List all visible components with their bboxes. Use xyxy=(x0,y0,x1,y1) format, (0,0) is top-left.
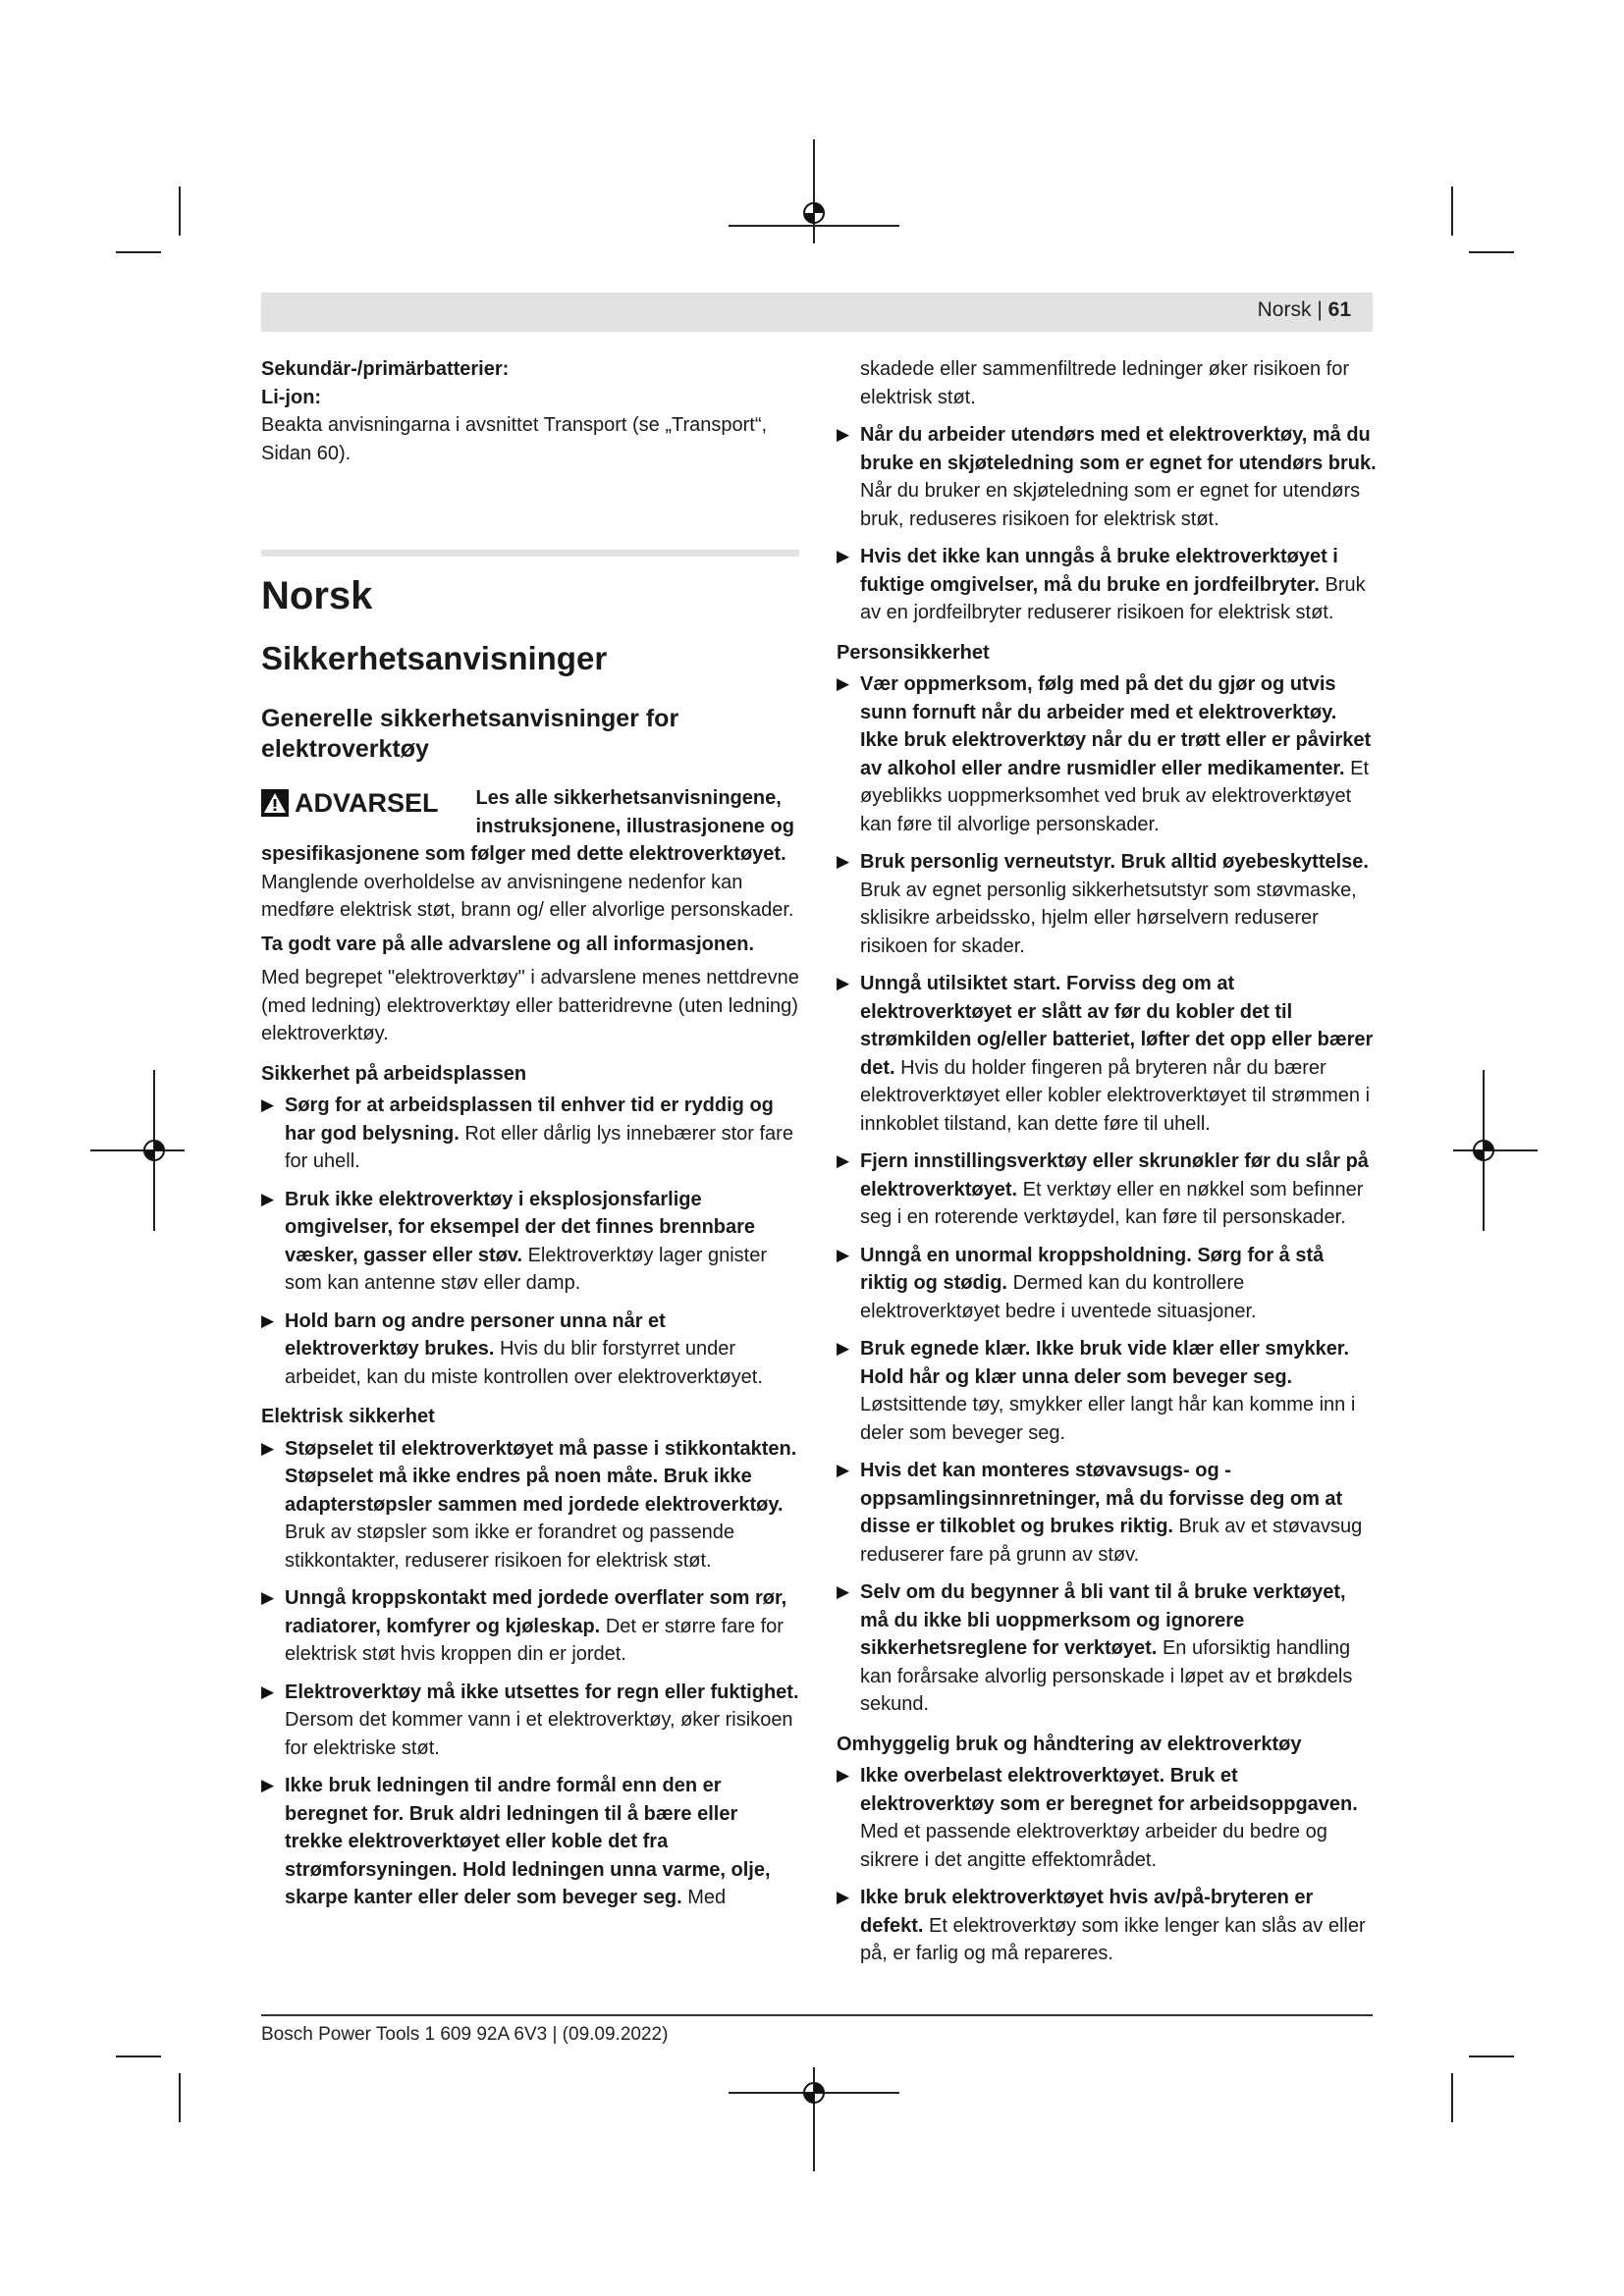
intro-text: Beakta anvisningarna i avsnittet Transport (se „Transport“, Sidan 60). xyxy=(261,414,768,464)
list-item: ▶ Bruk personlig verneutstyr. Bruk alltid øyebeskyttelse. Bruk av egnet personlig sikkerhetsutstyr som støvmaske, sklisikre arbeidssko, hjelm eller hørselvern reduserer risikoen for skader. xyxy=(837,848,1377,960)
list-item: ▶ Sørg for at arbeidsplassen til enhver tid er ryddig og har god belysning. Rot eller dårlig lys innebærer stor fare for uhell. xyxy=(261,1092,799,1176)
list-item: ▶ Hold barn og andre personer unna når et elektroverktøy brukes. Hvis du blir forstyrret under arbeidet, kan du miste kontrollen over elektroverktøyet. xyxy=(261,1308,799,1392)
subsection-electrical: Elektrisk sikkerhet xyxy=(261,1406,435,1427)
registration-target-icon xyxy=(1471,1138,1496,1163)
bullet-arrow-icon: ▶ xyxy=(261,1588,275,1607)
registration-target-icon xyxy=(141,1138,167,1163)
list-item: ▶ Fjern innstillingsverktøy eller skrunøkler før du slår på elektroverktøyet. Et verktøy eller en nøkkel som befinner seg i en roterende verktøydel, kan føre til personskader. xyxy=(837,1148,1377,1232)
crop-mark xyxy=(1451,2073,1453,2122)
subsection-tool-handling: Omhyggelig bruk og håndtering av elektroverktøy xyxy=(837,1733,1302,1755)
subsection-personal-safety: Personsikkerhet xyxy=(837,641,990,664)
bullet-arrow-icon: ▶ xyxy=(261,1776,275,1794)
left-column xyxy=(261,355,799,1922)
bullet-arrow-icon: ▶ xyxy=(837,974,850,992)
intro-subheading: Sekundär-/primärbatterier: xyxy=(261,358,510,380)
bullet-arrow-icon: ▶ xyxy=(261,1189,275,1208)
list-item: ▶ Når du arbeider utendørs med et elektroverktøy, må du bruke en skjøteledning som er egnet for utendørs bruk. Når du bruker en skjøteledning som er egnet for utendørs bruk, reduseres risikoen for elektrisk støt. xyxy=(837,421,1377,533)
warning-label-text: ADVARSEL xyxy=(295,788,439,818)
page-number: 61 xyxy=(1327,298,1351,321)
list-item: ▶ Ikke bruk ledningen til andre formål enn den er beregnet for. Bruk aldri ledningen til å bære eller trekke elektroverktøyet eller koble det fra strømforsyningen. Hold ledningen unna varme, olje, skarpe kanter eller deler som beveger seg. Med xyxy=(261,1772,799,1912)
bullet-arrow-icon: ▶ xyxy=(837,674,850,693)
bullet-arrow-icon: ▶ xyxy=(837,425,850,444)
list-item: ▶ Bruk ikke elektroverktøy i eksplosjonsfarlige omgivelser, for eksempel der det finnes brennbare væsker, gasser eller støv. Elektroverktøy lager gnister som kan antenne støv eller damp. xyxy=(261,1186,799,1298)
bullet-arrow-icon: ▶ xyxy=(261,1438,275,1458)
page-footer: Bosch Power Tools 1 609 92A 6V3 | (09.09.2022) xyxy=(261,2024,669,2045)
continuation-text: skadede eller sammenfiltrede ledninger øker risikoen for elektrisk støt. xyxy=(860,358,1350,408)
warning-triangle-icon xyxy=(261,789,289,817)
bullet-arrow-icon: ▶ xyxy=(837,547,850,565)
list-item: ▶ Bruk egnede klær. Ikke bruk vide klær eller smykker. Hold hår og klær unna deler som beveger seg. Løstsittende tøy, smykker eller langt hår kan komme inn i deler som beveger seg. xyxy=(837,1335,1377,1447)
bullet-arrow-icon: ▶ xyxy=(837,1151,850,1170)
list-item: ▶ Støpselet til elektroverktøyet må passe i stikkontakten. Støpselet må ikke endres på noen måte. Bruk ikke adapterstøpsler sammen med jordede elektroverktøy. Bruk av støpsler som ikke er forandret og passende stikkontakter, reduserer risikoen for elektrisk støt. xyxy=(261,1435,799,1575)
footer-rule xyxy=(261,2014,1373,2016)
header-separator: | xyxy=(1317,298,1323,321)
registration-line xyxy=(813,139,815,243)
personal-safety-list xyxy=(837,670,1377,1719)
electrical-list-continued xyxy=(837,421,1377,627)
warning-block xyxy=(261,784,799,925)
list-item: ▶ Selv om du begynner å bli vant til å bruke verktøyet, må du ikke bli uoppmerksom og ignorere sikkerhetsreglene for verktøyet. En uforsiktig handling kan forårsake alvorlig personskade i løpet av et brøkdels sekund. xyxy=(837,1578,1377,1719)
crop-mark xyxy=(179,187,181,236)
registration-target-icon xyxy=(801,200,827,226)
list-item: ▶ Ikke bruk elektroverktøyet hvis av/på-bryteren er defekt. Et elektroverktøy som ikke lenger kan slås av eller på, er farlig og må repareres. xyxy=(837,1884,1377,1968)
list-item: ▶ Unngå utilsiktet start. Forviss deg om at elektroverktøyet er slått av før du kobler det til strømkilden og/eller batteriet, løfter det opp eller bærer det. Hvis du holder fingeren på bryteren når du bærer elektroverktøyet eller kobler elektroverktøyet til strømmen i innkoblet tilstand, kan dette føre til uhell. xyxy=(837,970,1377,1138)
work-area-list xyxy=(261,1092,799,1391)
warning-label xyxy=(261,786,439,820)
list-item: ▶ Hvis det ikke kan unngås å bruke elektroverktøyet i fuktige omgivelser, må du bruke en jordfeilbryter. Bruk av en jordfeilbryter reduserer risikoen for elektrisk støt. xyxy=(837,543,1377,627)
list-item: ▶ Elektroverktøy må ikke utsettes for regn eller fuktighet. Dersom det kommer vann i et elektroverktøy, øker risikoen for elektriske støt. xyxy=(261,1679,799,1763)
header-section: Norsk xyxy=(1257,298,1312,321)
running-header xyxy=(1258,298,1351,322)
bullet-arrow-icon: ▶ xyxy=(261,1095,275,1114)
section-heading: Generelle sikkerhetsanvisninger for elektroverktøy xyxy=(261,705,679,763)
bullet-arrow-icon: ▶ xyxy=(261,1682,275,1701)
list-item: ▶ Vær oppmerksom, følg med på det du gjør og utvis sunn fornuft når du arbeider med et elektroverktøy. Ikke bruk elektroverktøy når du er trøtt eller er påvirket av alkohol eller andre rusmidler eller medikamenter. Et øyeblikks uoppmerksomhet ved bruk av elektroverktøyet kan føre til alvorlige personskader. xyxy=(837,670,1377,838)
language-heading: Norsk xyxy=(261,574,373,617)
page-header xyxy=(261,293,1373,332)
crop-mark xyxy=(179,2073,181,2122)
list-item: ▶ Unngå kroppskontakt med jordede overflater som rør, radiatorer, komfyrer og kjøleskap. Det er større fare for elektrisk støt hvis kroppen din er jordet. xyxy=(261,1584,799,1669)
crop-mark xyxy=(1469,251,1514,253)
bullet-arrow-icon: ▶ xyxy=(837,1339,850,1358)
bullet-arrow-icon: ▶ xyxy=(837,852,850,871)
definition-text: Med begrepet "elektroverktøy" i advarslene menes nettdrevne (med ledning) elektroverktøy eller batteridrevne (uten ledning) elektroverktøy. xyxy=(261,967,799,1044)
section-divider xyxy=(261,550,799,557)
list-item: ▶ Hvis det kan monteres støvavsugs- og -oppsamlingsinnretninger, må du forvisse deg om at disse er tilkoblet og brukes riktig. Bruk av et støvavsug reduserer fare på grunn av støv. xyxy=(837,1457,1377,1569)
chapter-heading: Sikkerhetsanvisninger xyxy=(261,640,608,676)
bullet-arrow-icon: ▶ xyxy=(837,1888,850,1906)
bullet-arrow-icon: ▶ xyxy=(837,1461,850,1479)
crop-mark xyxy=(1469,2056,1514,2057)
crop-mark xyxy=(116,2056,161,2057)
crop-mark xyxy=(116,251,161,253)
list-item: ▶ Unngå en unormal kroppsholdning. Sørg for å stå riktig og stødig. Dermed kan du kontrollere elektroverktøyet bedre i uventede situasjoner. xyxy=(837,1242,1377,1326)
take-care-text: Ta godt vare på alle advarslene og all informasjonen. xyxy=(261,933,755,955)
warning-text: Manglende overholdelse av anvisningene nedenfor kan medføre elektrisk støt, brann og/ eller alvorlige personskader. xyxy=(261,871,794,921)
bullet-arrow-icon: ▶ xyxy=(837,1245,850,1264)
subsection-work-area: Sikkerhet på arbeidsplassen xyxy=(261,1062,527,1085)
electrical-list xyxy=(261,1435,799,1912)
warning-bold-text: Les alle sikkerhetsanvisningene, instruksjonene, illustrasjonene og spesifikasjonene som følger med dette elektroverktøyet. xyxy=(261,787,795,865)
bullet-arrow-icon: ▶ xyxy=(837,1582,850,1601)
right-column xyxy=(837,355,1377,1978)
list-item: ▶ Ikke overbelast elektroverktøyet. Bruk et elektroverktøy som er beregnet for arbeidsoppgaven. Med et passende elektroverktøy arbeider du bedre og sikrere i det angitte effektområdet. xyxy=(837,1762,1377,1874)
intro-subheading: Li-jon: xyxy=(261,386,322,408)
tool-handling-list xyxy=(837,1762,1377,1968)
bullet-arrow-icon: ▶ xyxy=(261,1310,275,1330)
bullet-arrow-icon: ▶ xyxy=(837,1766,850,1785)
registration-target-icon xyxy=(801,2080,827,2106)
registration-line xyxy=(90,1149,185,1151)
crop-mark xyxy=(1451,187,1453,236)
